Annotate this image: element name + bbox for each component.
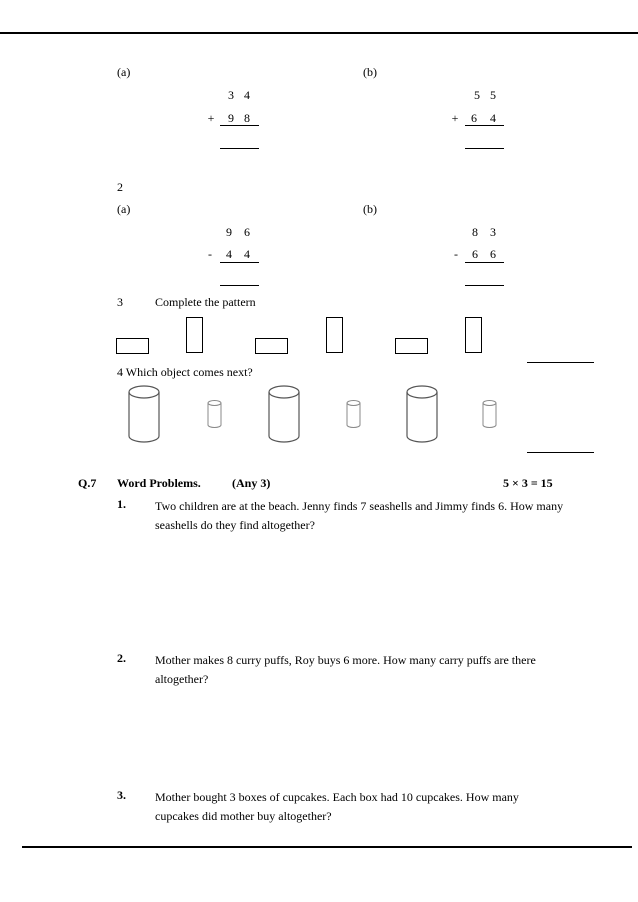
q1a-top-digit-1: 3: [228, 88, 234, 102]
q2b-top-digit-2: 3: [490, 225, 496, 239]
q4-question: 4 Which object comes next?: [117, 365, 253, 379]
q2a-bottom-digit-2: 4: [244, 247, 250, 261]
pattern-horizontal-rectangle-3: [395, 338, 428, 354]
q1a-top-digit-2: 4: [244, 88, 250, 102]
q4-answer-blank[interactable]: [527, 452, 594, 453]
q1b-answer-blank[interactable]: [465, 148, 504, 149]
q2a-top-digit-1: 9: [226, 225, 232, 239]
q7-marks: 5 × 3 = 15: [503, 476, 553, 490]
q2b-bottom-digit-2: 6: [490, 247, 496, 261]
q2b-operator: -: [454, 247, 458, 261]
q1a-label: (a): [117, 65, 131, 79]
pattern-vertical-rectangle-3: [465, 317, 482, 353]
problem-3-text: Mother bought 3 boxes of cupcakes. Each box had 10 cupcakes. How many cupcakes did mother buy altogether?: [155, 790, 519, 823]
cylinder-small-3: [482, 400, 498, 430]
q1b-top-digit-2: 5: [490, 88, 496, 102]
q3-number: 3: [117, 295, 123, 309]
cylinder-large-3: [406, 385, 440, 444]
pattern-horizontal-rectangle-2: [255, 338, 288, 354]
q2a-difference-line: [220, 262, 259, 263]
q1a-bottom-digit-1: 9: [228, 111, 234, 125]
top-border-rule: [0, 32, 638, 34]
q7-number: Q.7: [78, 476, 97, 490]
q1b-sum-line: [465, 125, 504, 126]
problem-3-number: 3.: [117, 788, 126, 802]
q1b-bottom-digit-1: 6: [471, 111, 477, 125]
pattern-vertical-rectangle-2: [326, 317, 343, 353]
q3-answer-blank[interactable]: [527, 362, 594, 363]
q2a-answer-blank[interactable]: [220, 285, 259, 286]
cylinder-small-2: [346, 400, 362, 430]
q2b-difference-line: [465, 262, 504, 263]
q1b-bottom-digit-2: 4: [490, 111, 496, 125]
q7-title: Word Problems.: [117, 476, 201, 490]
q1a-answer-blank[interactable]: [220, 148, 259, 149]
problem-2-number: 2.: [117, 651, 126, 665]
q1b-operator: +: [451, 111, 459, 125]
q2a-operator: -: [208, 247, 212, 261]
q1b-top-digit-1: 5: [474, 88, 480, 102]
bottom-border-rule: [22, 846, 632, 848]
q1a-sum-line: [220, 125, 259, 126]
q7-choice: (Any 3): [232, 476, 271, 490]
q2-number: 2: [117, 180, 123, 194]
pattern-horizontal-rectangle-1: [116, 338, 149, 354]
cylinder-small-1: [207, 400, 223, 430]
q2a-label: (a): [117, 202, 131, 216]
q2b-answer-blank[interactable]: [465, 285, 504, 286]
problem-2-text: Mother makes 8 curry puffs, Roy buys 6 more. How many carry puffs are there altogether?: [155, 653, 536, 686]
cylinder-large-1: [128, 385, 162, 444]
q2b-bottom-digit-1: 6: [472, 247, 478, 261]
problem-1-text: Two children are at the beach. Jenny finds 7 seashells and Jimmy finds 6. How many seashells do they find altogether?: [155, 499, 564, 532]
q1a-operator: +: [207, 111, 215, 125]
q2a-top-digit-2: 6: [244, 225, 250, 239]
problem-1-number: 1.: [117, 497, 126, 511]
q1a-bottom-digit-2: 8: [244, 111, 250, 125]
q2a-bottom-digit-1: 4: [226, 247, 232, 261]
pattern-vertical-rectangle-1: [186, 317, 203, 353]
cylinder-large-2: [268, 385, 302, 444]
q1b-label: (b): [363, 65, 377, 79]
q3-instruction: Complete the pattern: [155, 295, 256, 309]
q2b-label: (b): [363, 202, 377, 216]
q2b-top-digit-1: 8: [472, 225, 478, 239]
